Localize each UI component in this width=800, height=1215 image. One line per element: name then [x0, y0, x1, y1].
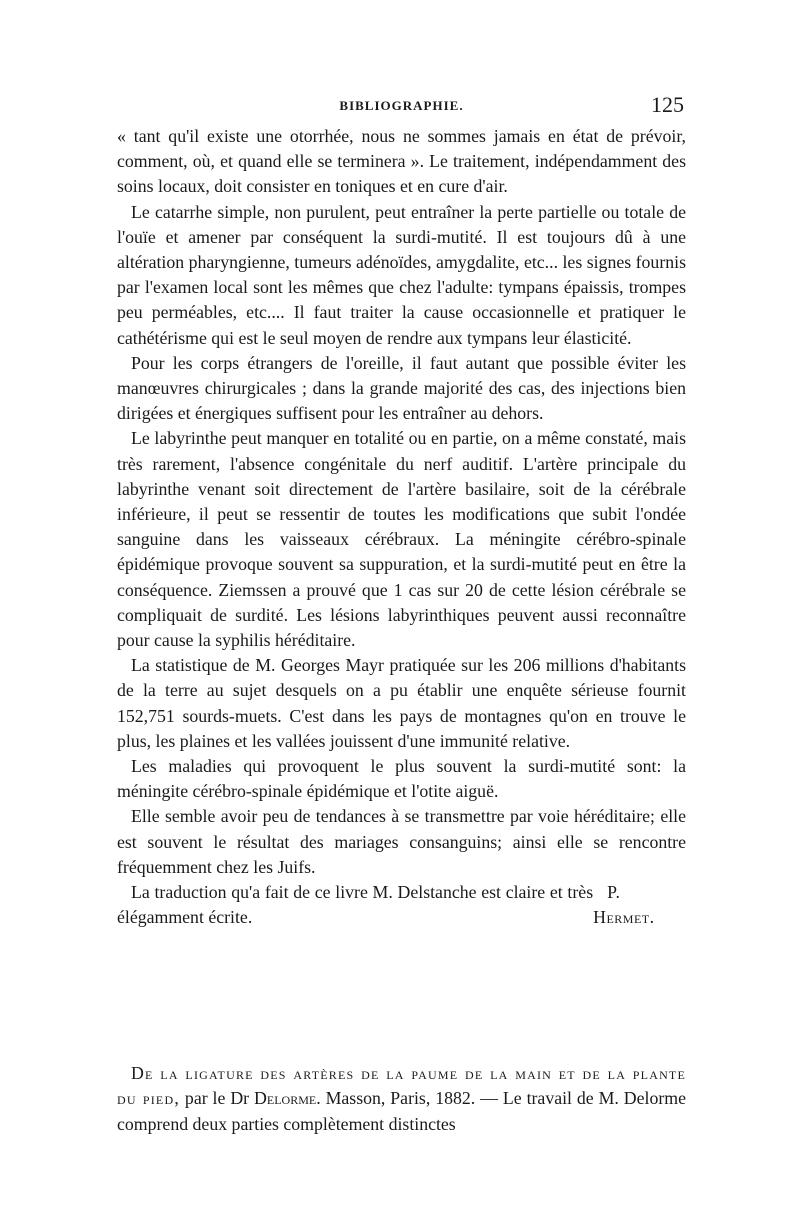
paragraph-heredity: Elle semble avoir peu de tendances à se transmettre par voie héréditaire; elle est souvent le résultat des mariages consanguins; ainsi elle se rencontre fréquemment chez les Juifs. [117, 806, 686, 877]
review-body: Le travail de M. Delorme comprend deux parties complètement distinctes [117, 1088, 687, 1134]
running-header [117, 92, 686, 118]
paragraph-catarrh: Le catarrhe simple, non purulent, peut entraîner la perte partielle ou totale de l'ouïe et amener par conséquent la surdi-mutité. Il est toujours dû à une altération pharyngienne, tumeurs adénoïdes, amygdalite, etc... les signes fournis par l'examen local sont les mêmes que chez l'adulte: tympans épaissis, trompes peu perméables, etc.... Il faut traiter la cause occasionnelle et pratiquer le cathétérisme qui est le seul moyen de rendre aux tympans leur élasticité. [117, 201, 686, 348]
review-author: Delorme. [254, 1088, 321, 1109]
review-entry [117, 1061, 686, 1137]
review-title: De la ligature des artères de la paume de la main et de la plante du pied, [117, 1063, 686, 1109]
paragraph-foreign-bodies: Pour les corps étrangers de l'oreille, il faut autant que possible éviter les manœuvres chirurgicales ; dans la grande majorité des cas, des injections bien dirigées et énergiques suffisent pour les entraîner au dehors. [117, 352, 686, 424]
paragraph-otorrhea: « tant qu'il existe une otorrhée, nous ne sommes jamais en état de prévoir, comment, où, et quand elle se terminera ». Le traitement, indépendamment des soins locaux, doit consister en toniques et en cure d'air. [117, 126, 686, 197]
body-text [117, 124, 686, 931]
closing-paragraph [117, 880, 686, 930]
review-publication: Masson, Paris, 1882. — [325, 1088, 498, 1109]
page-number: 125 [651, 92, 684, 117]
paragraph-statistics: La statistique de M. Georges Mayr pratiquée sur les 206 millions d'habitants de la terre au sujet desquels on a pu établir une enquête sérieuse fournit 152,751 sourds-muets. C'est dans les pays de montagnes qu'on en trouve le plus, les plaines et les vallées jouissent d'une immunité relative. [117, 655, 686, 751]
running-title: BIBLIOGRAPHIE. [339, 98, 464, 113]
review-dr: Dr [230, 1088, 250, 1109]
signature: P. Hermet. [593, 882, 655, 928]
paragraph-diseases: Les maladies qui provoquent le plus souvent la surdi-mutité sont: la méningite cérébro-spinale épidémique et l'otite aiguë. [117, 756, 686, 802]
paragraph-labyrinth: Le labyrinthe peut manquer en totalité ou en partie, on a même constaté, mais très rarement, l'absence congénitale du nerf auditif. L'artère principale du labyrinthe venant soit directement de l'artère basilaire, soit de la cérébrale inférieure, il peut se ressentir de toutes les modifications que subit l'ondée sanguine dans les vaisseaux cérébraux. La méningite cérébro-spinale épidémique provoque souvent sa suppuration, et la surdi-mutité peut en être la conséquence. Ziemssen a prouvé que 1 cas sur 20 de cette lésion cérébrale se compliquait de surdité. Les lésions labyrinthiques peuvent aussi reconnaître pour cause la syphilis héréditaire. [117, 428, 686, 651]
review-paragraph [117, 1061, 686, 1137]
review-by: par le [184, 1088, 226, 1109]
closing-text: La traduction qu'a fait de ce livre M. Delstanche est claire et très élégamment écrite. [117, 882, 594, 928]
